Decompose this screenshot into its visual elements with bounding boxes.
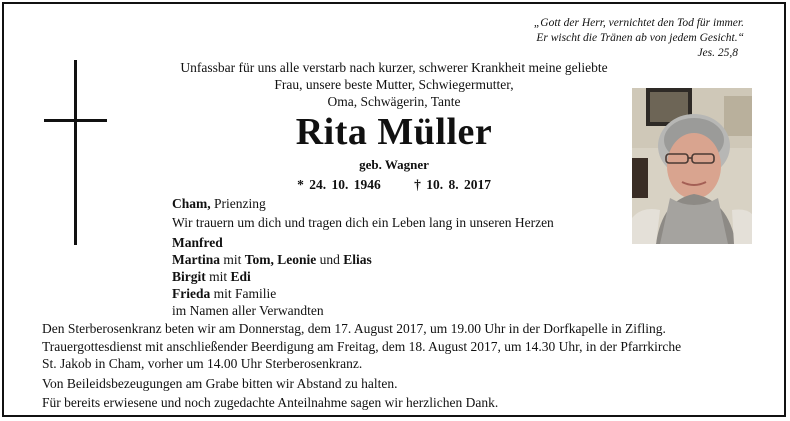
mourner-name: Elias [343, 252, 372, 267]
intro-line-1: Unfassbar für uns alle verstarb nach kurzer, schwerer Krankheit meine geliebte [180, 60, 608, 75]
intro-line-2: Frau, unsere beste Mutter, Schwiegermutter, [274, 77, 514, 92]
mourner-name: Birgit [172, 269, 206, 284]
mourner-connector: mit [205, 269, 231, 284]
quote-line-2: Er wischt die Tränen ab von jedem Gesicht.“ [536, 32, 744, 44]
mourner-connector: mit [220, 252, 245, 267]
portrait-image [632, 88, 752, 244]
mourning-line: Wir trauern um dich und tragen dich ein Leben lang in unseren Herzen [172, 215, 554, 230]
service-notice [42, 320, 748, 412]
mourner-name: Manfred [172, 235, 223, 250]
mourner-row [172, 234, 372, 251]
funeral-text-line-2: St. Jakob in Cham, vorher um 14.00 Uhr Sterberosenkranz. [42, 356, 363, 371]
residence-city: Cham, [172, 196, 211, 211]
mourner-name: Frieda [172, 286, 211, 301]
obituary-notice [2, 2, 786, 417]
mourner-row: im Namen aller Verwandten [172, 303, 324, 318]
mourner-row [172, 251, 372, 268]
mourner-name: Martina [172, 252, 220, 267]
cross-icon-horizontal [44, 119, 107, 122]
condolence-text: Von Beileidsbezeugungen am Grabe bitten wir Abstand zu halten. [42, 375, 398, 391]
quote-line-1: „Gott der Herr, vernichtet den Tod für immer. [533, 17, 744, 29]
funeral-text-line-1: Trauergottesdienst mit anschließender Beerdigung am Freitag, dem 18. August 2017, um 14.30 Uhr, in der Pfarrkirche [42, 338, 682, 354]
mourner-connector: mit Familie [210, 286, 277, 301]
maiden-name: geb. Wagner [359, 157, 429, 172]
bible-quote [444, 16, 744, 61]
rosary-text: Den Sterberosenkranz beten wir am Donnerstag, dem 17. August 2017, um 19.00 Uhr in der Dorfkapelle in Zifling. [42, 321, 666, 336]
mourner-row [172, 268, 372, 285]
mourner-name: Tom, Leonie [244, 252, 317, 267]
cross-icon-vertical [74, 60, 77, 245]
intro-line-3: Oma, Schwägerin, Tante [327, 94, 461, 109]
mourner-connector: und [316, 252, 344, 267]
birth-date: * 24. 10. 1946 [297, 177, 381, 192]
life-dates [154, 176, 634, 194]
residence [172, 195, 266, 212]
mourner-row [172, 285, 372, 302]
portrait-photo [632, 88, 752, 244]
quote-source: Jes. 25,8 [697, 47, 738, 59]
mourners-list [172, 234, 372, 319]
thanks-text: Für bereits erwiesene und noch zugedachte Anteilnahme sagen wir herzlichen Dank. [42, 395, 499, 410]
mourner-name: Edi [230, 269, 251, 284]
residence-district: Prienzing [210, 196, 266, 211]
intro-text [154, 59, 634, 110]
deceased-name: Rita Müller [295, 111, 493, 153]
death-date: † 10. 8. 2017 [414, 177, 491, 192]
